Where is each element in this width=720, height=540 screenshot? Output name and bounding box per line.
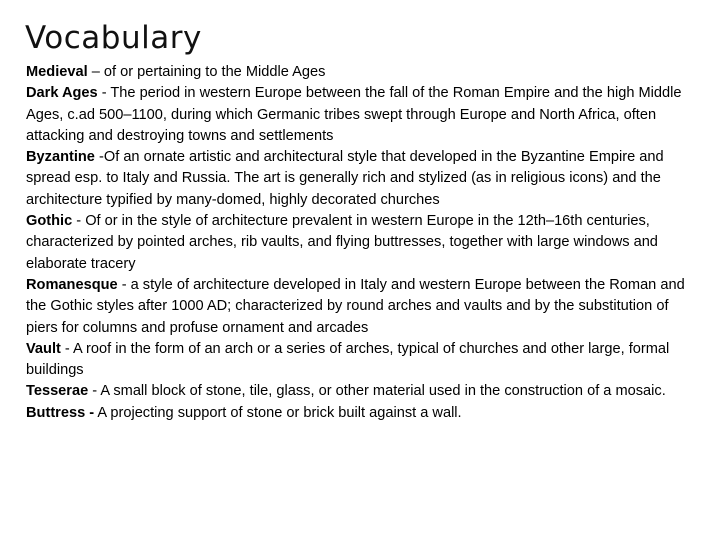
- vocabulary-list: [26, 62, 696, 424]
- vocab-definition: - The period in western Europe between the fall of the Roman Empire and the high Middle Ages, c.ad 500–1100, during which Germanic tribes swept through Europe and North Africa, often attacking and destroying towns and settlements: [26, 85, 682, 144]
- vocab-term: Buttress -: [26, 404, 95, 421]
- vocab-entry: [26, 62, 696, 83]
- vocab-entry: [26, 381, 696, 402]
- vocab-definition: - A roof in the form of an arch or a series of arches, typical of churches and other large, formal buildings: [26, 340, 670, 379]
- vocab-entry: [26, 83, 696, 147]
- vocab-term: Medieval: [26, 64, 88, 80]
- slide-title: Vocabulary: [25, 20, 202, 56]
- vocab-entry: [26, 403, 696, 424]
- vocab-term: Gothic: [26, 213, 73, 230]
- vocab-term: Tesserae: [26, 383, 89, 400]
- vocab-entry: [26, 339, 696, 382]
- vocab-term: Vault: [26, 340, 61, 357]
- vocab-definition: -Of an ornate artistic and architectural style that developed in the Byzantine Empire and spread esp. to Italy and Russia. The art is generally rich and stylized (as in religious icons) and the architecture typified by many-domed, highly decorated churches: [26, 149, 664, 208]
- vocab-term: Dark Ages: [26, 85, 98, 102]
- vocab-entry: [26, 147, 696, 211]
- vocab-definition: - A small block of stone, tile, glass, or other material used in the construction of a mosaic.: [88, 383, 666, 400]
- vocab-definition: A projecting support of stone or brick built against a wall.: [94, 404, 462, 421]
- vocab-definition: - Of or in the style of architecture prevalent in western Europe in the 12th–16th centuries, characterized by pointed arches, rib vaults, and flying buttresses, together with large windows and elaborate tracery: [26, 213, 658, 272]
- vocab-definition: – of or pertaining to the Middle Ages: [87, 64, 326, 80]
- vocab-term: Byzantine: [26, 149, 95, 166]
- vocab-definition: - a style of architecture developed in Italy and western Europe between the Roman and the Gothic styles after 1000 AD; characterized by round arches and vaults and by the substitution of piers for columns and profuse ornament and arcades: [26, 276, 685, 336]
- vocab-term: Romanesque: [26, 276, 118, 293]
- vocab-entry: [26, 211, 696, 275]
- vocab-entry: [26, 275, 696, 339]
